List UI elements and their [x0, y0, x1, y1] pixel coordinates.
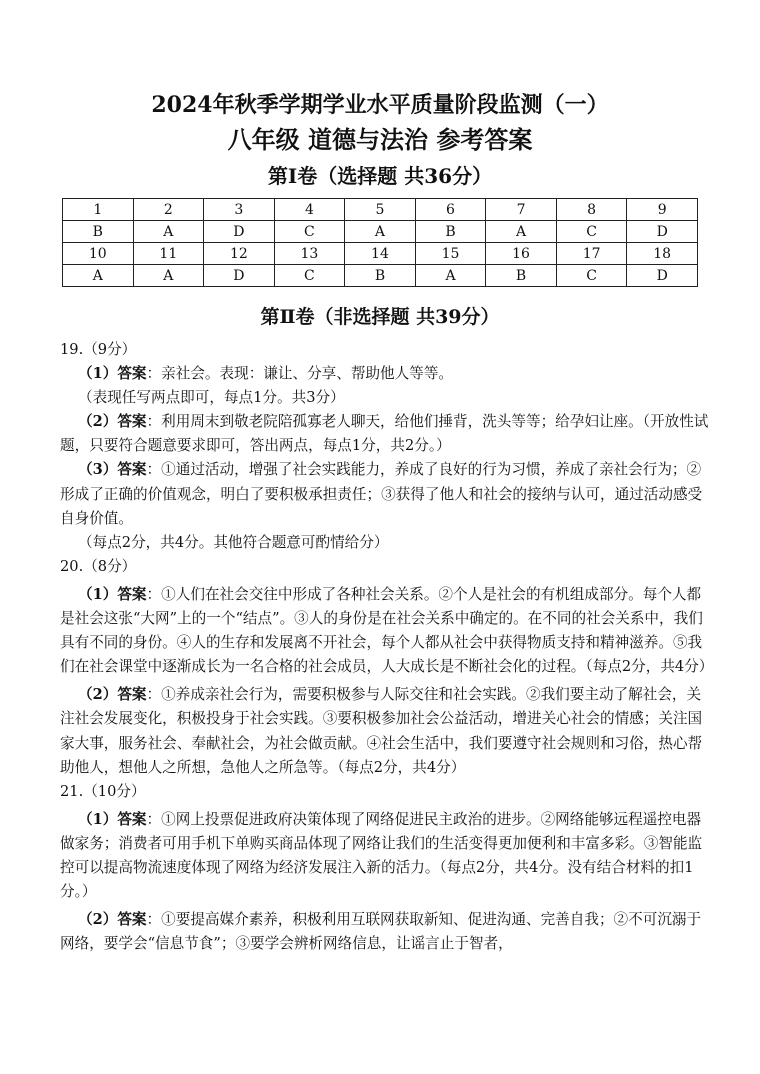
section-1-heading: 第Ⅰ卷（选择题 共36分） — [267, 164, 493, 188]
table-cell: A — [133, 221, 204, 243]
table-cell: 9 — [627, 199, 698, 221]
q20-part1 — [60, 583, 714, 679]
table-cell: C — [274, 265, 345, 287]
table-cell: D — [204, 221, 275, 243]
table-cell: 15 — [415, 243, 486, 265]
q20-part2 — [60, 683, 710, 779]
table-cell: C — [556, 265, 627, 287]
table-cell: 11 — [133, 243, 204, 265]
table-cell: 13 — [274, 243, 345, 265]
table-cell: 6 — [415, 199, 486, 221]
table-cell: 7 — [486, 199, 557, 221]
table-cell: 10 — [63, 243, 134, 265]
table-cell: B — [63, 221, 134, 243]
table-cell: 8 — [556, 199, 627, 221]
answer-text: ：利用周末到敬老院陪孤寡老人聊天，给他们捶背，洗头等等；给孕妇让座。（开放性试题，只要符合题意要求即可，答出两点，每点1分，共2分。） — [60, 413, 709, 455]
table-row-numbers-2 — [63, 243, 698, 265]
table-cell: A — [133, 265, 204, 287]
table-cell: C — [556, 221, 627, 243]
answer-text: ：①网上投票促进政府决策体现了网络促进民主政治的进步。②网络能够远程遥控电器做家务；消费者可用手机下单购买商品体现了网络让我们的生活变得更加便利和丰富多彩。③智能监控可以提高物流速度体现了网络为经济发展注入新的活力。（每点2分，共4分。没有结合材料的扣1分。） — [60, 810, 703, 901]
table-cell: B — [486, 265, 557, 287]
table-cell: A — [345, 221, 416, 243]
table-cell: 5 — [345, 199, 416, 221]
answer-label: （1）答案 — [78, 810, 147, 828]
answer-key-table — [62, 198, 698, 287]
answer-text: ：亲社会。表现：谦让、分享、帮助他人等等。 — [146, 365, 454, 383]
table-cell: 16 — [486, 243, 557, 265]
answer-label: （3）答案 — [78, 461, 147, 479]
table-cell: 18 — [627, 243, 698, 265]
exam-title: 2024年秋季学期学业水平质量阶段监测（一） — [151, 92, 609, 118]
question-21-heading: 21.（10分） — [60, 782, 146, 800]
table-cell: A — [486, 221, 557, 243]
table-row-answers-1 — [63, 221, 698, 243]
answer-label: （2）答案 — [78, 911, 147, 929]
table-cell: C — [274, 221, 345, 243]
table-cell: B — [345, 265, 416, 287]
answer-label: （1）答案 — [78, 365, 147, 383]
table-cell: A — [63, 265, 134, 287]
answer-label: （2）答案 — [78, 413, 147, 431]
answer-label: （1）答案 — [78, 585, 147, 603]
q19-part1 — [60, 362, 710, 386]
q19-part2 — [60, 410, 710, 458]
answer-text: ：①人们在社会交往中形成了各种社会关系。②个人是社会的有机组成部分。每个人都是社会这张“大网”上的一个“结点”。③人的身份是在社会关系中确定的。在不同的社会关系中，我们具有不同的身份。④人的生存和发展离不开社会，每个人都从社会中获得物质支持和精神滋养。⑤我们在社会课堂中逐渐成长为一名合格的社会成员，人大成长是不断社会化的过程。（每点2分，共4分） — [60, 585, 714, 676]
q19-part3-note: （每点2分，共4分。其他符合题意可酌情给分） — [78, 533, 389, 551]
table-cell: 17 — [556, 243, 627, 265]
question-19-heading: 19.（9分） — [60, 341, 137, 358]
q19-part1-note: （表现任写两点即可，每点1分。共3分） — [78, 389, 345, 407]
question-20-heading: 20.（8分） — [60, 557, 137, 575]
table-cell: 2 — [133, 199, 204, 221]
answer-body — [60, 338, 714, 956]
section-2-heading: 第Ⅱ卷（非选择题 共39分） — [260, 306, 500, 328]
table-row-numbers-1 — [63, 199, 698, 221]
table-cell: A — [415, 265, 486, 287]
answer-text: ：①养成亲社会行为，需要积极参与人际交往和社会实践。②我们要主动了解社会，关注社会发展变化，积极投身于社会实践。③要积极参加社会公益活动，增进关心社会的情感；关注国家大事，服务社会、奉献社会，为社会做贡献。④社会生活中，我们要遵守社会规则和习俗，热心帮助他人，想他人之所想，急他人之所急等。（每点2分，共4分） — [60, 686, 703, 776]
table-cell: D — [627, 265, 698, 287]
answer-text: ：①通过活动，增强了社会实践能力，养成了良好的行为习惯，养成了亲社会行为；②形成了正确的价值观念，明白了要积极承担责任；③获得了他人和社会的接纳与认可，通过活动感受自身价值。 — [60, 461, 703, 527]
answer-label: （2）答案 — [78, 686, 147, 704]
table-cell: 4 — [274, 199, 345, 221]
table-cell: 1 — [63, 199, 134, 221]
table-cell: 14 — [345, 243, 416, 265]
table-cell: 12 — [204, 243, 275, 265]
q21-part2 — [60, 908, 710, 956]
answer-text: ：①要提高媒介素养，积极利用互联网获取新知、促进沟通、完善自我；②不可沉溺于网络，要学会“信息节食”；③要学会辨析网络信息，让谣言止于智者， — [60, 911, 702, 953]
table-cell: 3 — [204, 199, 275, 221]
table-row-answers-2 — [63, 265, 698, 287]
table-cell: B — [415, 221, 486, 243]
q19-part3 — [60, 458, 710, 530]
exam-subtitle: 八年级 道德与法治 参考答案 — [227, 125, 533, 154]
table-cell: D — [627, 221, 698, 243]
q21-part1 — [60, 808, 710, 904]
table-cell: D — [204, 265, 275, 287]
